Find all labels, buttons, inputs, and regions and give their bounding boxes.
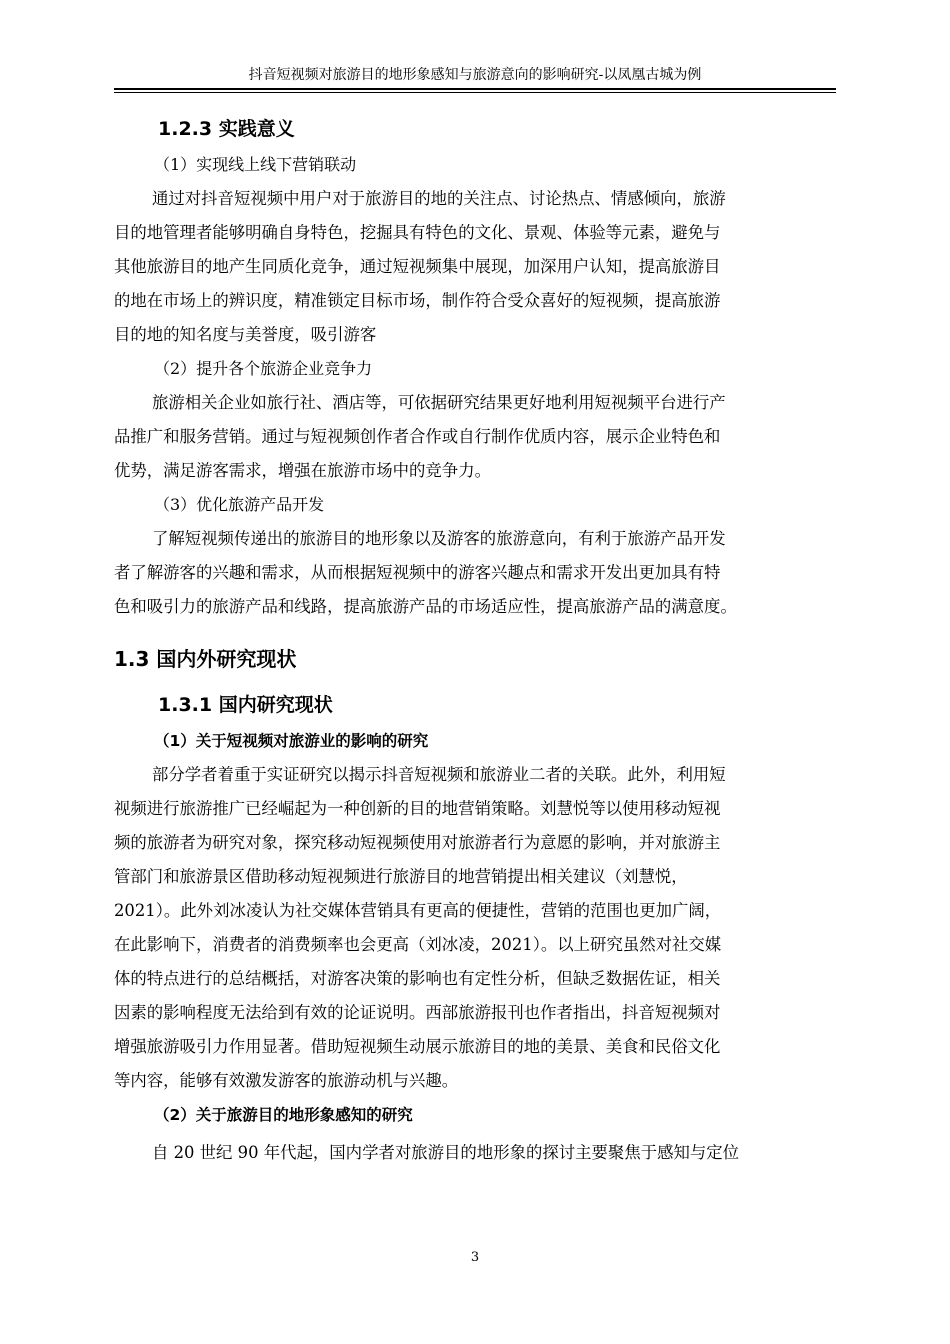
subsection-title: （3）优化旅游产品开发 xyxy=(154,495,325,514)
paragraph-line: 视频进行旅游推广已经崛起为一种创新的目的地营销策略。刘慧悦等以使用移动短视 xyxy=(114,799,721,818)
paragraph-line: 色和吸引力的旅游产品和线路，提高旅游产品的市场适应性，提高旅游产品的满意度。 xyxy=(114,597,737,616)
subsection-title: （1）实现线上线下营销联动 xyxy=(154,155,357,174)
section-heading-1-3-1: 1.3.1 国内研究现状 xyxy=(158,694,333,716)
header-rule xyxy=(114,88,836,90)
header-rule-secondary xyxy=(114,92,836,93)
paragraph-line: 等内容，能够有效激发游客的旅游动机与兴趣。 xyxy=(114,1071,459,1090)
paragraph xyxy=(114,386,836,488)
paragraph-line: 2021）。此外刘冰凌认为社交媒体营销具有更高的便捷性，营销的范围也更加广阔， xyxy=(114,901,722,920)
section-heading-1-2-3: 1.2.3 实践意义 xyxy=(158,118,295,140)
paragraph xyxy=(114,522,836,624)
page-number: 3 xyxy=(470,1250,480,1265)
subsection-title: （1）关于短视频对旅游业的影响的研究 xyxy=(154,732,429,750)
paragraph-line: 旅游相关企业如旅行社、酒店等，可依据研究结果更好地利用短视频平台进行产 xyxy=(152,393,726,412)
paragraph-line: 的地在市场上的辨识度，精准锁定目标市场，制作符合受众喜好的短视频，提高旅游 xyxy=(114,291,721,310)
paragraph-line: 目的地管理者能够明确自身特色，挖掘具有特色的文化、景观、体验等元素，避免与 xyxy=(114,223,721,242)
paragraph xyxy=(114,1136,836,1170)
paragraph-line: 频的旅游者为研究对象，探究移动短视频使用对旅游者行为意愿的影响，并对旅游主 xyxy=(114,833,721,852)
paragraph-line: 通过对抖音短视频中用户对于旅游目的地的关注点、讨论热点、情感倾向，旅游 xyxy=(152,189,726,208)
subsection-title: （2）提升各个旅游企业竞争力 xyxy=(154,359,373,378)
running-header: 抖音短视频对旅游目的地形象感知与旅游意向的影响研究-以凤凰古城为例 xyxy=(248,67,702,83)
paragraph-line: 品推广和服务营销。通过与短视频创作者合作或自行制作优质内容，展示企业特色和 xyxy=(114,427,721,446)
page-body xyxy=(114,110,836,1170)
paragraph xyxy=(114,182,836,352)
paragraph-line: 部分学者着重于实证研究以揭示抖音短视频和旅游业二者的关联。此外，利用短 xyxy=(152,765,726,784)
paragraph xyxy=(114,758,836,1098)
spacer xyxy=(114,624,836,632)
paragraph-line: 因素的影响程度无法给到有效的论证说明。西部旅游报刊也作者指出，抖音短视频对 xyxy=(114,1003,721,1022)
subsection-title: （2）关于旅游目的地形象感知的研究 xyxy=(154,1106,413,1124)
paragraph-line: 增强旅游吸引力作用显著。借助短视频生动展示旅游目的地的美景、美食和民俗文化 xyxy=(114,1037,721,1056)
paragraph-line: 在此影响下，消费者的消费频率也会更高（刘冰凌，2021）。以上研究虽然对社交媒 xyxy=(114,935,722,954)
paragraph-line: 管部门和旅游景区借助移动短视频进行旅游目的地营销提出相关建议（刘慧悦， xyxy=(114,867,688,886)
section-heading-1-3: 1.3 国内外研究现状 xyxy=(114,647,297,671)
paragraph-line: 其他旅游目的地产生同质化竞争，通过短视频集中展现，加深用户认知，提高旅游目 xyxy=(114,257,721,276)
paragraph-line: 者了解游客的兴趣和需求，从而根据短视频中的游客兴趣点和需求开发出更加具有特 xyxy=(114,563,721,582)
paragraph-line: 自 20 世纪 90 年代起，国内学者对旅游目的地形象的探讨主要聚焦于感知与定位 xyxy=(152,1143,740,1162)
paragraph-line: 体的特点进行的总结概括，对游客决策的影响也有定性分析，但缺乏数据佐证，相关 xyxy=(114,969,721,988)
paragraph-line: 优势，满足游客需求，增强在旅游市场中的竞争力。 xyxy=(114,461,491,480)
paragraph-line: 了解短视频传递出的旅游目的地形象以及游客的旅游意向，有利于旅游产品开发 xyxy=(152,529,726,548)
paragraph-line: 目的地的知名度与美誉度，吸引游客 xyxy=(114,325,377,344)
